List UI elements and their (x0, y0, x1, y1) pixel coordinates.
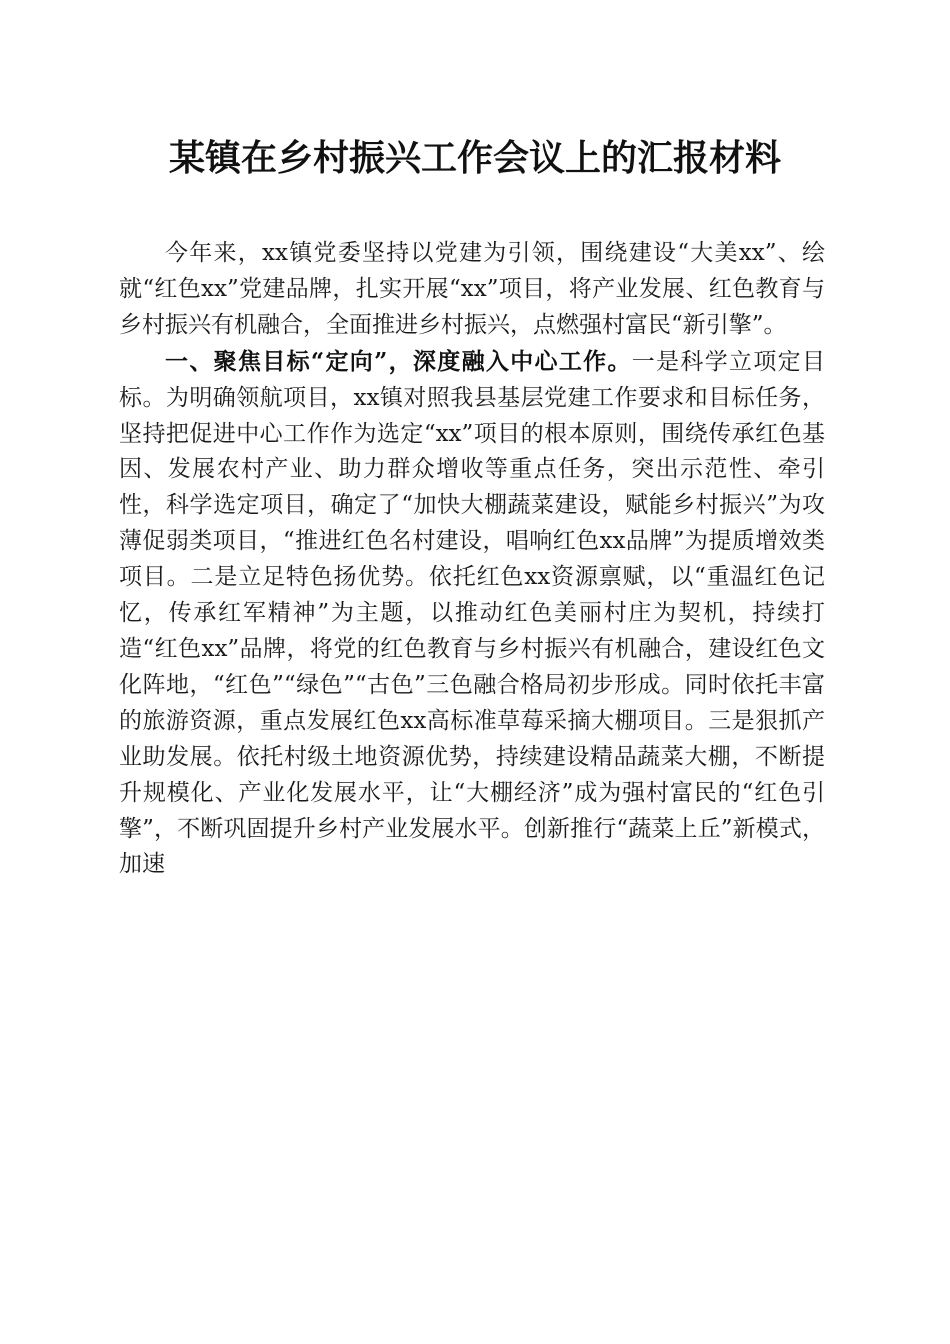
paragraph-intro (119, 236, 825, 344)
document-title: 某镇在乡村振兴工作会议上的汇报材料 (168, 137, 781, 179)
section-one-heading: 一、聚焦目标“定向”，深度融入中心工作。 (165, 347, 632, 375)
paragraph-section-one (119, 344, 825, 884)
section-one-text: 一是科学立项定目标。为明确领航项目，xx镇对照我县基层党建工作要求和目标任务，坚持把促进中心工作作为选定“xx”项目的根本原则，围绕传承红色基因、发展农村产业、助力群众增收等重点任务，突出示范性、牵引性，科学选定项目，确定了“加快大棚蔬菜建设，赋能乡村振兴”为攻薄促弱类项目，“推进红色名村建设，唱响红色xx品牌”为提质增效类项目。二是立足特色扬优势。依托红色xx资源禀赋，以“重温红色记忆，传承红军精神”为主题，以推动红色美丽村庄为契机，持续打造“红色xx”品牌，将党的红色教育与乡村振兴有机融合，建设红色文化阵地，“红色”“绿色”“古色”三色融合格局初步形成。同时依托丰富的旅游资源，重点发展红色xx高标准草莓采摘大棚项目。三是狠抓产业助发展。依托村级土地资源优势，持续建设精品蔬菜大棚，不断提升规模化、产业化发展水平，让“大棚经济”成为强村富民的“红色引擎”，不断巩固提升乡村产业发展水平。创新推行“蔬菜上丘”新模式，加速 (119, 348, 825, 878)
paragraph-intro-text: 今年来，xx镇党委坚持以党建为引领，围绕建设“大美xx”、绘就“红色xx”党建品牌，扎实开展“xx”项目，将产业发展、红色教育与乡村振兴有机融合，全面推进乡村振兴，点燃强村富民“新引擎”。 (119, 240, 825, 338)
document-body (119, 236, 825, 883)
